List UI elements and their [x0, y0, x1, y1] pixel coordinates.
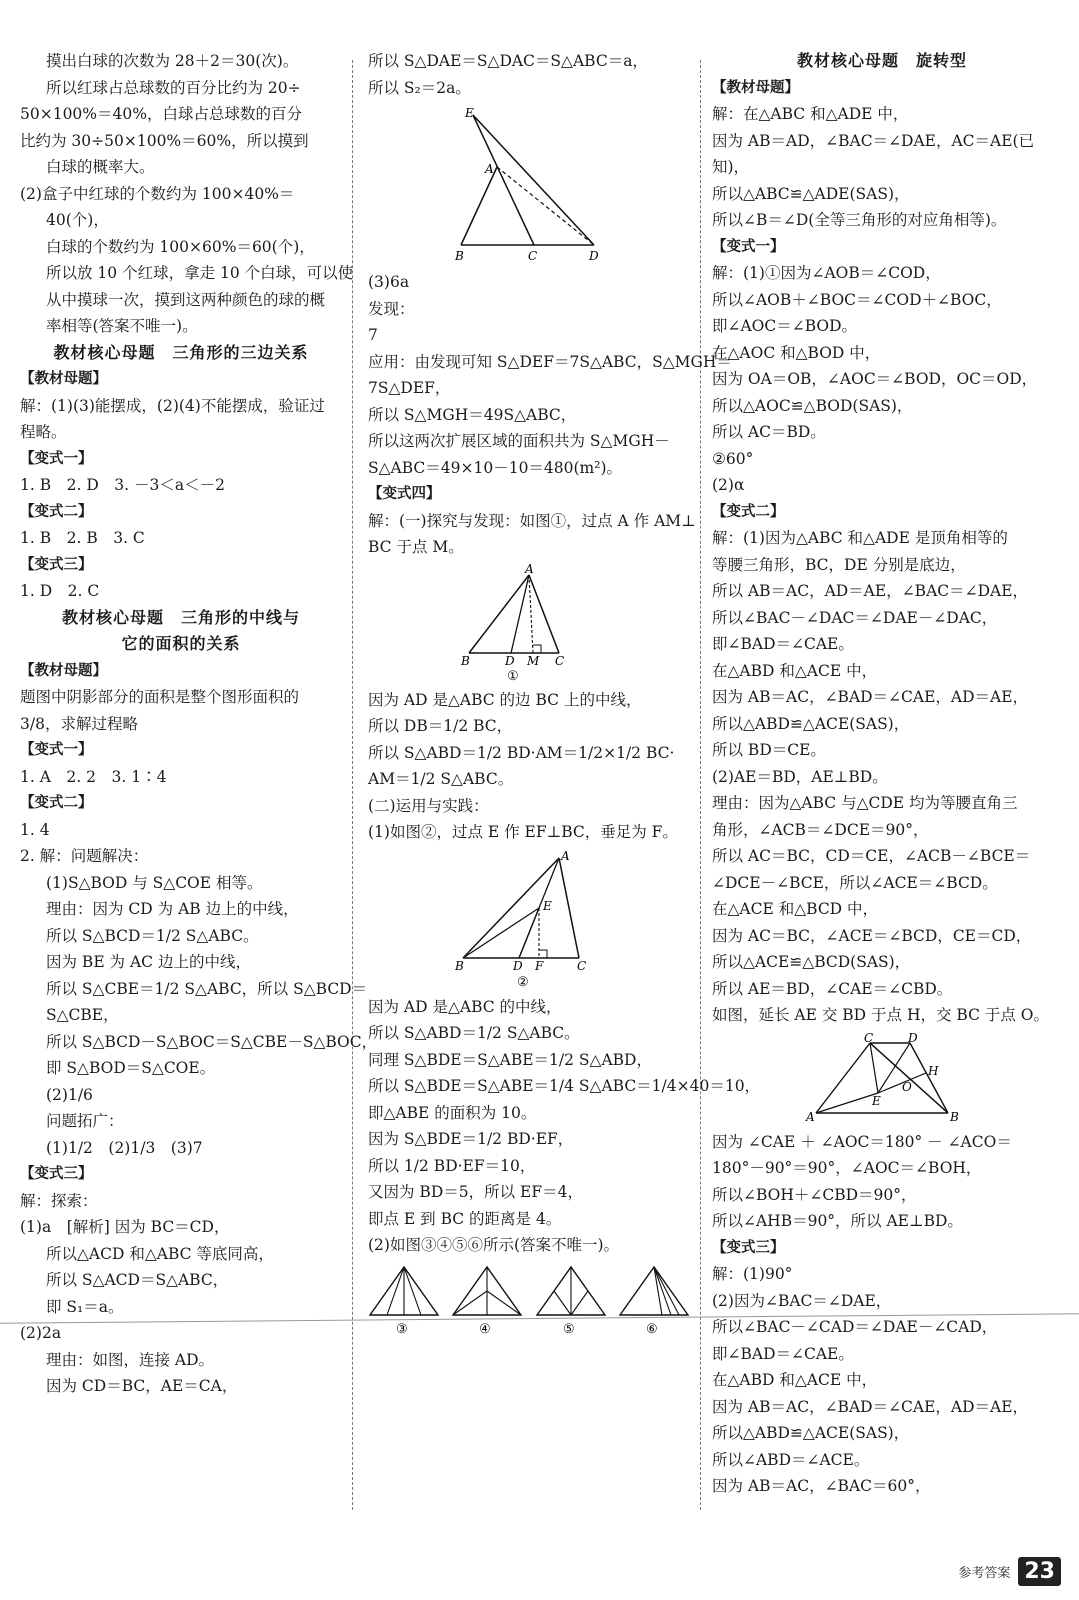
text-line: 白球的个数约为 100×60%＝60(个)，	[46, 237, 315, 256]
text-line: 应用：由发现可知 S△DEF＝7S△ABC，S△MGH＝	[368, 352, 732, 371]
figure-label: H	[928, 1063, 939, 1078]
section-heading: 【变式一】	[712, 238, 785, 255]
text-line: 所以 S△CBE＝1/2 S△ABC，所以 S△BCD＝	[46, 979, 368, 998]
figure-number: ④	[479, 1321, 491, 1337]
text-line: 50×100%＝40%，白球占总球数的百分	[20, 105, 302, 123]
section-heading: 【教材母题】	[20, 662, 107, 679]
text-line: 所以△ACE≌△BCD(SAS)，	[712, 953, 911, 971]
figure-4-division	[451, 1263, 523, 1337]
text-line: (1)如图②，过点 E 作 EF⊥BC，垂足为 F。	[368, 823, 678, 841]
text-line: 所以△ACD 和△ABC 等底同高，	[46, 1244, 274, 1263]
text-line: 所以∠BOH＋∠CBD＝90°，	[712, 1185, 917, 1204]
text-line: (2)2a	[20, 1324, 62, 1342]
text-line: (2)如图③④⑤⑥所示(答案不唯一)。	[368, 1236, 620, 1254]
text-line: 在△ACE 和△BCD 中，	[712, 900, 879, 918]
text-line: BC 于点 M。	[368, 538, 464, 556]
text-line: 所以∠AOB＋∠BOC＝∠COD＋∠BOC，	[712, 290, 1002, 309]
text-line: 解：(1)(3)能摆成，(2)(4)不能摆成，验证过	[20, 396, 325, 415]
text-line: 问题拓广：	[46, 1112, 124, 1130]
text-line: 1. A 2. 2 3. 1∶4	[20, 767, 167, 786]
figure-rotation-isosceles	[802, 1030, 962, 1125]
text-line: 即点 E 到 BC 的距离是 4。	[368, 1209, 562, 1228]
figure-label: A	[485, 162, 494, 176]
figure-label: D	[908, 1030, 918, 1045]
text-line: 理由：因为 CD 为 AB 边上的中线，	[46, 900, 299, 918]
text-line: 解：(1)90°	[712, 1265, 793, 1283]
text-line: 因为 OA＝OB，∠AOC＝∠BOD，OC＝OD，	[712, 370, 1038, 388]
section-heading: 【变式二】	[20, 795, 93, 811]
figure-5-division	[535, 1263, 607, 1337]
text-line: (二)运用与实践：	[368, 796, 489, 815]
text-line: 知)，	[712, 158, 750, 176]
footer-label: 参考答案	[958, 1566, 1011, 1581]
section-heading: 它的面积的关系	[121, 634, 241, 653]
text-line: 白球的概率大。	[46, 158, 155, 176]
text-line: 所以∠B＝∠D(全等三角形的对应角相等)。	[712, 211, 1007, 229]
figure-label: D	[513, 958, 523, 973]
figure-label: C	[555, 653, 565, 668]
text-line: 在△ABD 和△ACE 中，	[712, 661, 878, 680]
text-line: ②60°	[712, 449, 754, 468]
text-line: 所以这两次扩展区域的面积共为 S△MGH－	[368, 432, 670, 450]
figure-label: D	[589, 249, 599, 263]
text-line: 40(个)，	[46, 211, 109, 229]
text-line: 解：(一)探究与发现：如图①，过点 A 作 AM⊥	[368, 511, 696, 530]
figure-1-median-triangle	[449, 561, 609, 684]
text-line: 即△ABE 的面积为 10。	[368, 1103, 537, 1122]
section-heading: 教材核心母题 旋转型	[796, 51, 967, 70]
section-heading: 【变式三】	[20, 1166, 93, 1182]
text-line: 因为 AB＝AC，∠BAD＝∠CAE，AD＝AE，	[712, 1397, 1029, 1416]
figure-label: B	[950, 1109, 959, 1124]
text-line: 解：探索：	[20, 1191, 98, 1210]
text-line: 解：(1)①因为∠AOB＝∠COD，	[712, 264, 941, 282]
text-line: 即∠AOC＝∠BOD。	[712, 317, 858, 335]
text-line: 因为 CD＝BC，AE＝CA，	[46, 1377, 238, 1395]
section-heading: 【变式四】	[368, 486, 441, 502]
page-footer	[958, 1557, 1061, 1586]
text-line: 因为 AC＝BC，∠ACE＝∠BCD，CE＝CD，	[712, 926, 1032, 945]
text-line: 所以 1/2 BD·EF＝10，	[368, 1156, 536, 1175]
section-heading: 【变式一】	[20, 742, 93, 758]
text-line: 1. D 2. C	[20, 582, 100, 600]
text-line: 1. B 2. D 3. －3＜a＜－2	[20, 476, 225, 494]
figure-label: E	[872, 1093, 881, 1108]
text-line: 因为 BE 为 AC 边上的中线，	[46, 953, 251, 971]
section-heading: 【变式二】	[712, 503, 785, 520]
text-line: 摸出白球的次数为 28＋2＝30(次)。	[46, 52, 299, 70]
text-line: 即 S₁＝a。	[46, 1297, 124, 1316]
text-line: 所以△ABD≌△ACE(SAS)，	[712, 714, 910, 733]
figure-number: ①	[507, 668, 519, 684]
text-line: 即 S△BOD＝S△COE。	[46, 1059, 216, 1077]
column-1	[20, 48, 378, 1400]
text-line: 180°－90°＝90°，∠AOC＝∠BOH，	[712, 1159, 982, 1177]
text-line: ∠DCE－∠BCE，所以∠ACE＝∠BCD。	[712, 873, 998, 892]
section-heading: 教材核心母题 三角形的三边关系	[53, 342, 309, 362]
figures-3-to-6	[368, 1259, 690, 1341]
figure-6-division	[618, 1263, 690, 1337]
text-line: 2. 解：问题解决：	[20, 847, 149, 865]
text-line: 所以 DB＝1/2 BC，	[368, 717, 513, 735]
text-line: S△CBE，	[46, 1006, 119, 1024]
text-line: (3)6a	[368, 273, 410, 291]
text-line: 所以 S△DAE＝S△DAC＝S△ABC＝a，	[368, 52, 648, 70]
text-line: 所以 S△ABD＝1/2 S△ABC。	[368, 1024, 580, 1042]
text-line: 在△ABD 和△ACE 中，	[712, 1371, 878, 1389]
text-line: 解：(1)因为△ABC 和△ADE 是顶角相等的	[712, 529, 1008, 547]
text-line: 即∠BAD＝∠CAE。	[712, 635, 854, 653]
text-line: (1)S△BOD 与 S△COE 相等。	[46, 873, 263, 892]
text-line: 所以 S△ABD＝1/2 BD·AM＝1/2×1/2 BC·	[368, 743, 675, 762]
section-heading: 【变式一】	[20, 450, 93, 467]
text-line: 1. 4	[20, 820, 50, 839]
column-3	[712, 48, 1052, 1500]
text-line: 如图，延长 AE 交 BD 于点 H，交 BC 于点 O。	[712, 1006, 1050, 1024]
text-line: 比约为 30÷50×100%＝60%，所以摸到	[20, 131, 309, 150]
text-line: 所以红球占总球数的百分比约为 20÷	[46, 78, 301, 97]
figure-label: C	[577, 958, 587, 973]
figure-label: B	[455, 958, 464, 973]
text-line: 所以 S△MGH＝49S△ABC，	[368, 405, 577, 424]
text-line: (1)a [解析] 因为 BC＝CD，	[20, 1218, 230, 1236]
text-line: 1. B 2. B 3. C	[20, 529, 145, 547]
figure-label: B	[461, 653, 470, 668]
figure-3-division	[368, 1263, 440, 1337]
figure-number: ⑥	[645, 1321, 658, 1337]
text-line: 所以△ABD≌△ACE(SAS)，	[712, 1424, 910, 1442]
figure-label: F	[535, 958, 544, 973]
figure-label: C	[528, 249, 538, 263]
text-line: 所以△ABC≌△ADE(SAS)，	[712, 184, 910, 203]
text-line: 所以∠BAC－∠CAD＝∠DAE－∠CAD，	[712, 1318, 998, 1336]
figure-label: D	[505, 653, 515, 668]
text-line: 所以 S△BDE＝S△ABE＝1/4 S△ABC＝1/4×40＝10，	[368, 1077, 761, 1095]
text-line: 因为 AD 是△ABC 的中线，	[368, 997, 562, 1016]
section-heading: 【教材母题】	[20, 371, 107, 387]
figure-label: C	[864, 1030, 874, 1045]
text-line: 所以△AOC≌△BOD(SAS)，	[712, 396, 913, 415]
text-line: 率相等(答案不唯一)。	[46, 317, 198, 335]
text-line: 所以 AC＝BC，CD＝CE，∠ACB－∠BCE＝	[712, 847, 1031, 865]
text-line: 所以∠ABD＝∠ACE。	[712, 1450, 870, 1469]
text-line: 7S△DEF，	[368, 379, 451, 397]
text-line: (2)盒子中红球的个数约为 100×40%＝	[20, 184, 295, 203]
section-heading: 【变式三】	[20, 556, 93, 573]
text-line: 所以 S△BCD＝1/2 S△ABC。	[46, 926, 259, 945]
figure-label: B	[455, 249, 464, 263]
section-heading: 教材核心母题 三角形的中线与	[61, 607, 300, 627]
text-line: (2)因为∠BAC＝∠DAE，	[712, 1291, 892, 1310]
text-line: 所以 AB＝AC，AD＝AE，∠BAC＝∠DAE，	[712, 582, 1029, 600]
figure-label: A	[806, 1109, 815, 1124]
section-heading: 【变式三】	[712, 1239, 785, 1256]
text-line: 所以∠BAC－∠DAC＝∠DAE－∠DAC，	[712, 608, 998, 627]
text-line: (1)1/2 (2)1/3 (3)7	[46, 1138, 203, 1157]
text-line: 从中摸球一次，摸到这两种颜色的球的概	[46, 290, 326, 309]
text-line: (2)AE＝BD，AE⊥BD。	[712, 767, 888, 786]
text-line: 所以 BD＝CE。	[712, 741, 826, 759]
text-line: 因为 AB＝AC，∠BAC＝60°，	[712, 1477, 931, 1495]
section-heading: 【教材母题】	[712, 79, 799, 96]
text-line: S△ABC＝49×10－10＝480(m²)。	[368, 458, 623, 477]
figure-label: A	[525, 561, 534, 576]
text-line: 发现：	[368, 299, 415, 318]
text-line: 因为 AB＝AD，∠BAC＝∠DAE，AC＝AE(已	[712, 131, 1035, 150]
text-line: 理由：因为△ABC 与△CDE 均为等腰直角三	[712, 794, 1018, 812]
text-line: 等腰三角形，BC，DE 分别是底边，	[712, 555, 966, 574]
figure-extension-triangle	[439, 105, 619, 265]
section-heading: 【变式二】	[20, 503, 93, 520]
figure-label: M	[527, 653, 540, 668]
text-line: 所以∠AHB＝90°，所以 AE⊥BD。	[712, 1212, 963, 1230]
text-line: 又因为 BD＝5，所以 EF＝4，	[368, 1183, 583, 1201]
column-divider	[700, 60, 701, 1510]
text-line: 即∠BAD＝∠CAE。	[712, 1344, 854, 1363]
figure-number: ③	[396, 1321, 408, 1337]
text-line: 同理 S△BDE＝S△ABE＝1/2 S△ABD，	[368, 1050, 652, 1069]
text-line: 程略。	[20, 423, 67, 441]
text-line: 因为 AB＝AC，∠BAD＝∠CAE，AD＝AE，	[712, 688, 1029, 706]
text-line: 7	[368, 326, 378, 344]
text-line: 所以 S△ACD＝S△ABC，	[46, 1271, 229, 1289]
text-line: 所以 S₂＝2a。	[368, 78, 471, 97]
text-line: 解：在△ABC 和△ADE 中，	[712, 105, 909, 123]
text-line: 因为 ∠CAE ＋ ∠AOC＝180° － ∠ACO＝	[712, 1132, 1012, 1151]
text-line: 理由：如图，连接 AD。	[46, 1350, 215, 1369]
figure-number: ⑤	[562, 1321, 575, 1337]
text-line: (2)1/6	[46, 1085, 93, 1104]
text-line: AM＝1/2 S△ABC。	[368, 770, 514, 788]
text-line: 所以放 10 个红球，拿走 10 个白球，可以使	[46, 264, 354, 282]
figure-label: O	[902, 1079, 912, 1094]
text-line: 3/8，求解过程略	[20, 714, 138, 733]
text-line: 角形，∠ACB＝∠DCE＝90°，	[712, 820, 929, 839]
text-line: 因为 AD 是△ABC 的边 BC 上的中线，	[368, 690, 642, 709]
figure-2-median-triangle	[449, 850, 609, 990]
text-line: 所以 S△BCD－S△BOC＝S△CBE－S△BOC，	[46, 1032, 378, 1051]
page-number: 23	[1018, 1557, 1061, 1586]
figure-label: A	[561, 848, 570, 863]
figure-label: E	[465, 106, 474, 120]
text-line: (2)α	[712, 476, 745, 494]
figure-number: ②	[517, 974, 529, 990]
figure-label: E	[543, 898, 552, 913]
text-line: 因为 S△BDE＝1/2 BD·EF，	[368, 1130, 574, 1148]
text-line: 所以 AE＝BD，∠CAE＝∠CBD。	[712, 979, 953, 998]
text-line: 所以 AC＝BD。	[712, 423, 826, 441]
text-line: 在△AOC 和△BOD 中，	[712, 343, 881, 362]
text-line: 题图中阴影部分的面积是整个图形面积的	[20, 688, 300, 706]
